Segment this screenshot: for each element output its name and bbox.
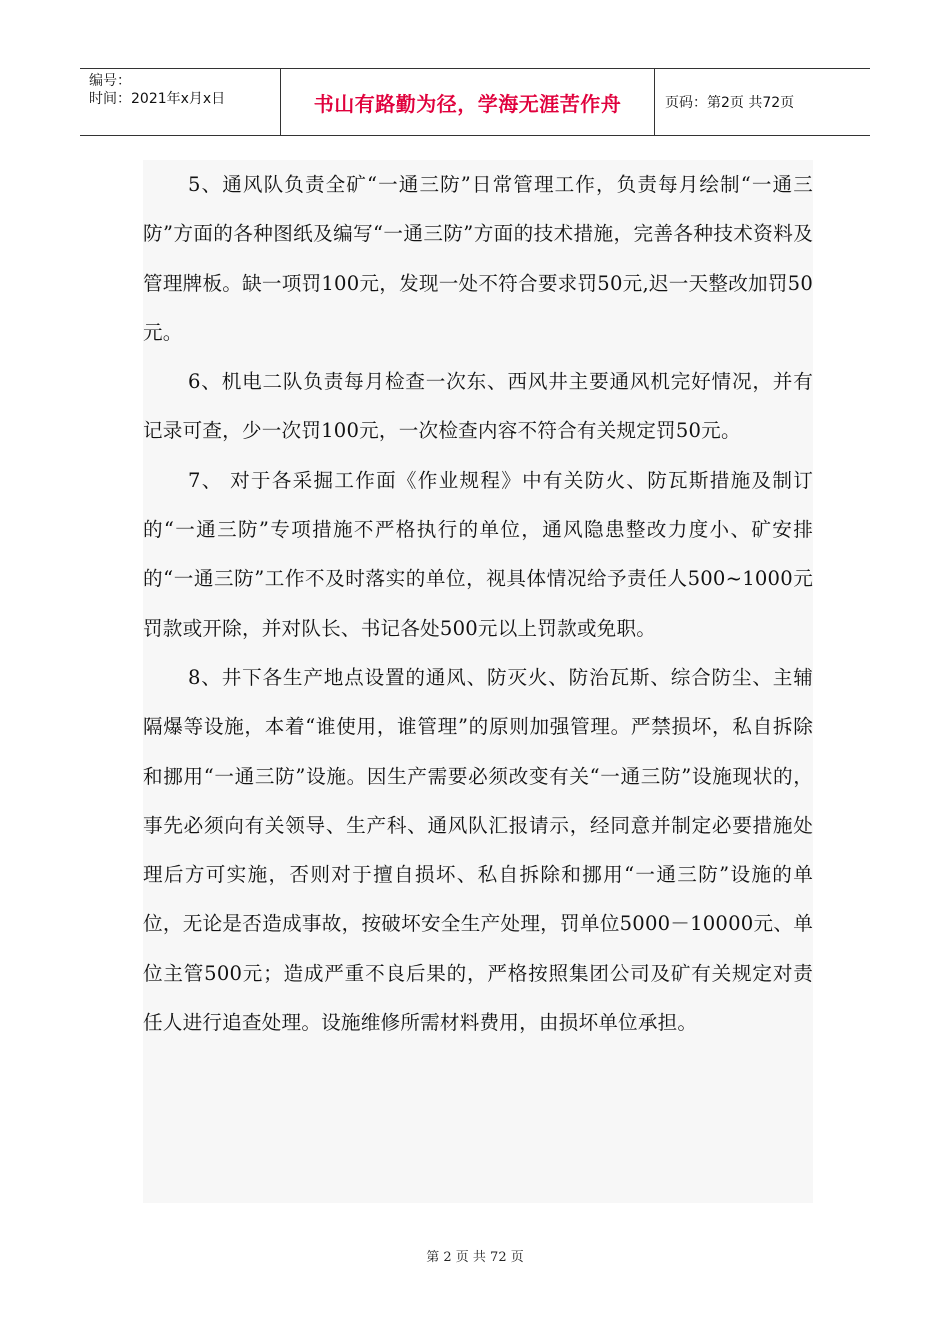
- document-body: [143, 160, 813, 1203]
- page-footer: 第 2 页 共 72 页: [426, 1250, 524, 1265]
- time-label: 时间：2021年x月x日: [89, 91, 226, 107]
- header-motto: 书山有路勤为径，学海无涯苦作舟: [281, 69, 655, 135]
- number-label: 编号：: [89, 73, 131, 89]
- header-meta: [80, 69, 281, 135]
- header-page-info: 页码：第2页 共72页: [665, 95, 795, 111]
- paragraph-7: 7、 对于各采掘工作面《作业规程》中有关防火、防瓦斯措施及制订的“一通三防”专项措施不严格执行的单位，通风隐患整改力度小、矿安排的“一通三防”工作不及时落实的单位，视具体情况给予责任人500~1000元罚款或开除，并对队长、书记各处500元以上罚款或免职。: [143, 468, 813, 640]
- paragraph-6: 6、机电二队负责每月检查一次东、西风井主要通风机完好情况，并有记录可查，少一次罚100元，一次检查内容不符合有关规定罚50元。: [143, 370, 813, 443]
- page-header: [80, 68, 870, 136]
- paragraph-8: 8、井下各生产地点设置的通风、防灭火、防治瓦斯、综合防尘、主辅隔爆等设施，本着“谁使用，谁管理”的原则加强管理。严禁损坏，私自拆除和挪用“一通三防”设施。因生产需要必须改变有关“一通三防”设施现状的，事先必须向有关领导、生产科、通风队汇报请示，经同意并制定必要措施处理后方可实施，否则对于擅自损坏、私自拆除和挪用“一通三防”设施的单位，无论是否造成事故，按破坏安全生产处理，罚单位5000－10000元、单位主管500元；造成严重不良后果的，严格按照集团公司及矿有关规定对责任人进行追查处理。设施维修所需材料费用，由损坏单位承担。: [143, 665, 813, 1035]
- paragraph-5: 5、通风队负责全矿“一通三防”日常管理工作，负责每月绘制“一通三防”方面的各种图纸及编写“一通三防”方面的技术措施，完善各种技术资料及管理牌板。缺一项罚100元，发现一处不符合要求罚50元,迟一天整改加罚50元。: [143, 173, 813, 344]
